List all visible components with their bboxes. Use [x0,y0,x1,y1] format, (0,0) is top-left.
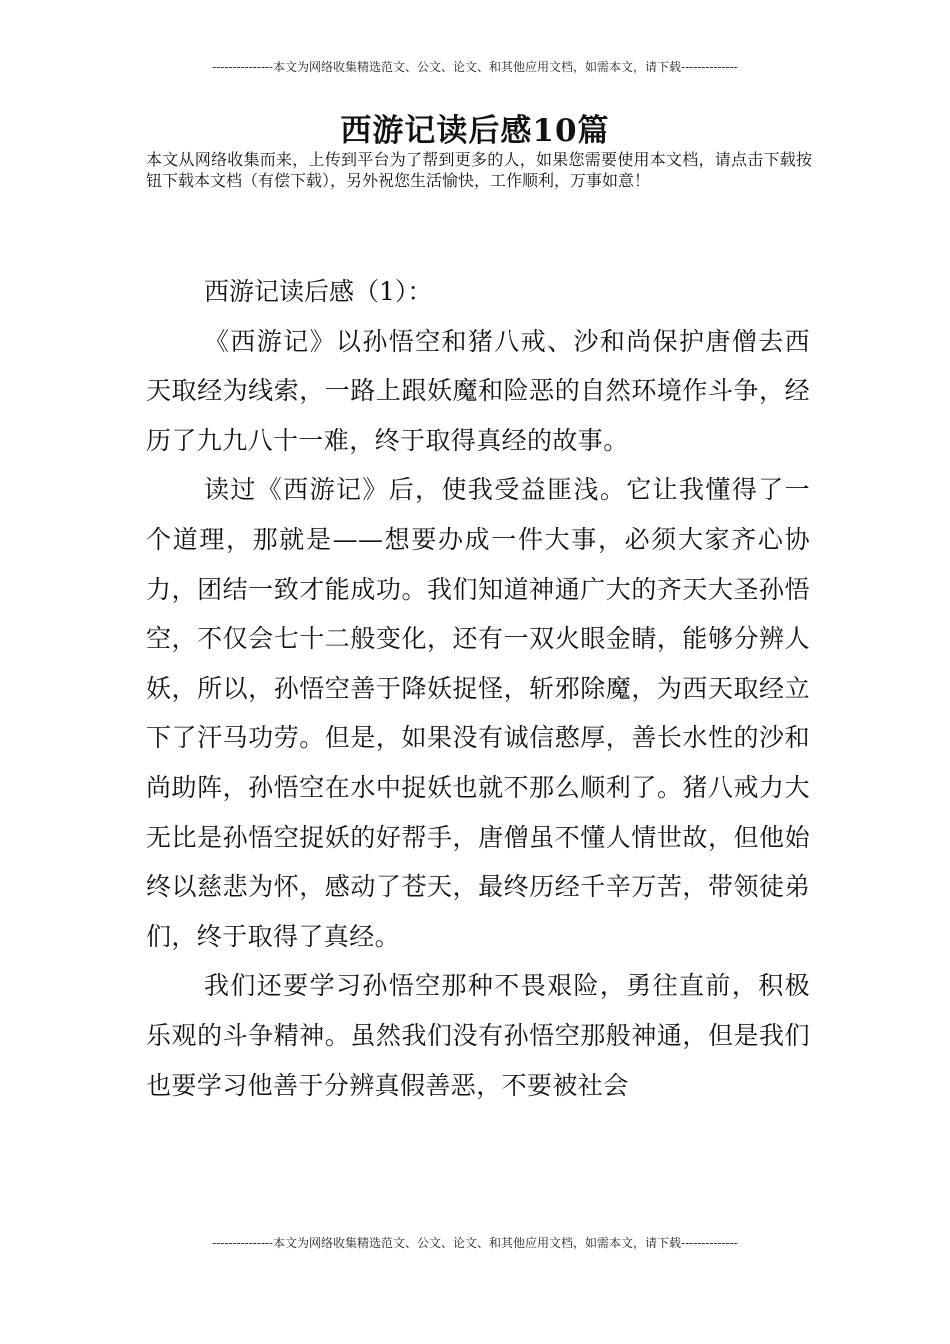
article-body [146,267,810,1110]
page-header-note: ---------------本文为网络收集精选范文、公文、论文、和其他应用文档，如需本文，请下载-------------- [212,60,738,74]
body-paragraph: 《西游记》以孙悟空和猪八戒、沙和尚保护唐僧去西天取经为线索，一路上跟妖魔和险恶的自然环境作斗争，经历了九九八十一难，终于取得真经的故事。 [146,326,810,455]
body-paragraph: 读过《西游记》后，使我受益匪浅。它让我懂得了一个道理，那就是——想要办成一件大事，必须大家齐心协力，团结一致才能成功。我们知道神通广大的齐天大圣孙悟空，不仅会七十二般变化，还有一双火眼金睛，能够分辨人妖，所以，孙悟空善于降妖捉怪，斩邪除魔，为西天取经立下了汗马功劳。但是，如果没有诚信憨厚，善长水性的沙和尚助阵，孙悟空在水中捉妖也就不那么顺利了。猪八戒力大无比是孙悟空捉妖的好帮手，唐僧虽不懂人情世故，但他始终以慈悲为怀，感动了苍天，最终历经千辛万苦，带领徒弟们，终于取得了真经。 [146,475,810,951]
document-title: 西游记读后感10篇 [340,112,610,149]
intro-paragraph: 本文从网络收集而来，上传到平台为了帮到更多的人，如果您需要使用本文档，请点击下载按钮下载本文档（有偿下载），另外祝您生活愉快，工作顺利，万事如意！ [146,150,812,190]
page-footer-note: ---------------本文为网络收集精选范文、公文、论文、和其他应用文档，如需本文，请下载-------------- [212,1236,738,1250]
body-paragraph: 我们还要学习孙悟空那种不畏艰险，勇往直前，积极乐观的斗争精神。虽然我们没有孙悟空那般神通，但是我们也要学习他善于分辨真假善恶，不要被社会 [146,971,810,1100]
section-heading: 西游记读后感（1）： [204,277,433,306]
